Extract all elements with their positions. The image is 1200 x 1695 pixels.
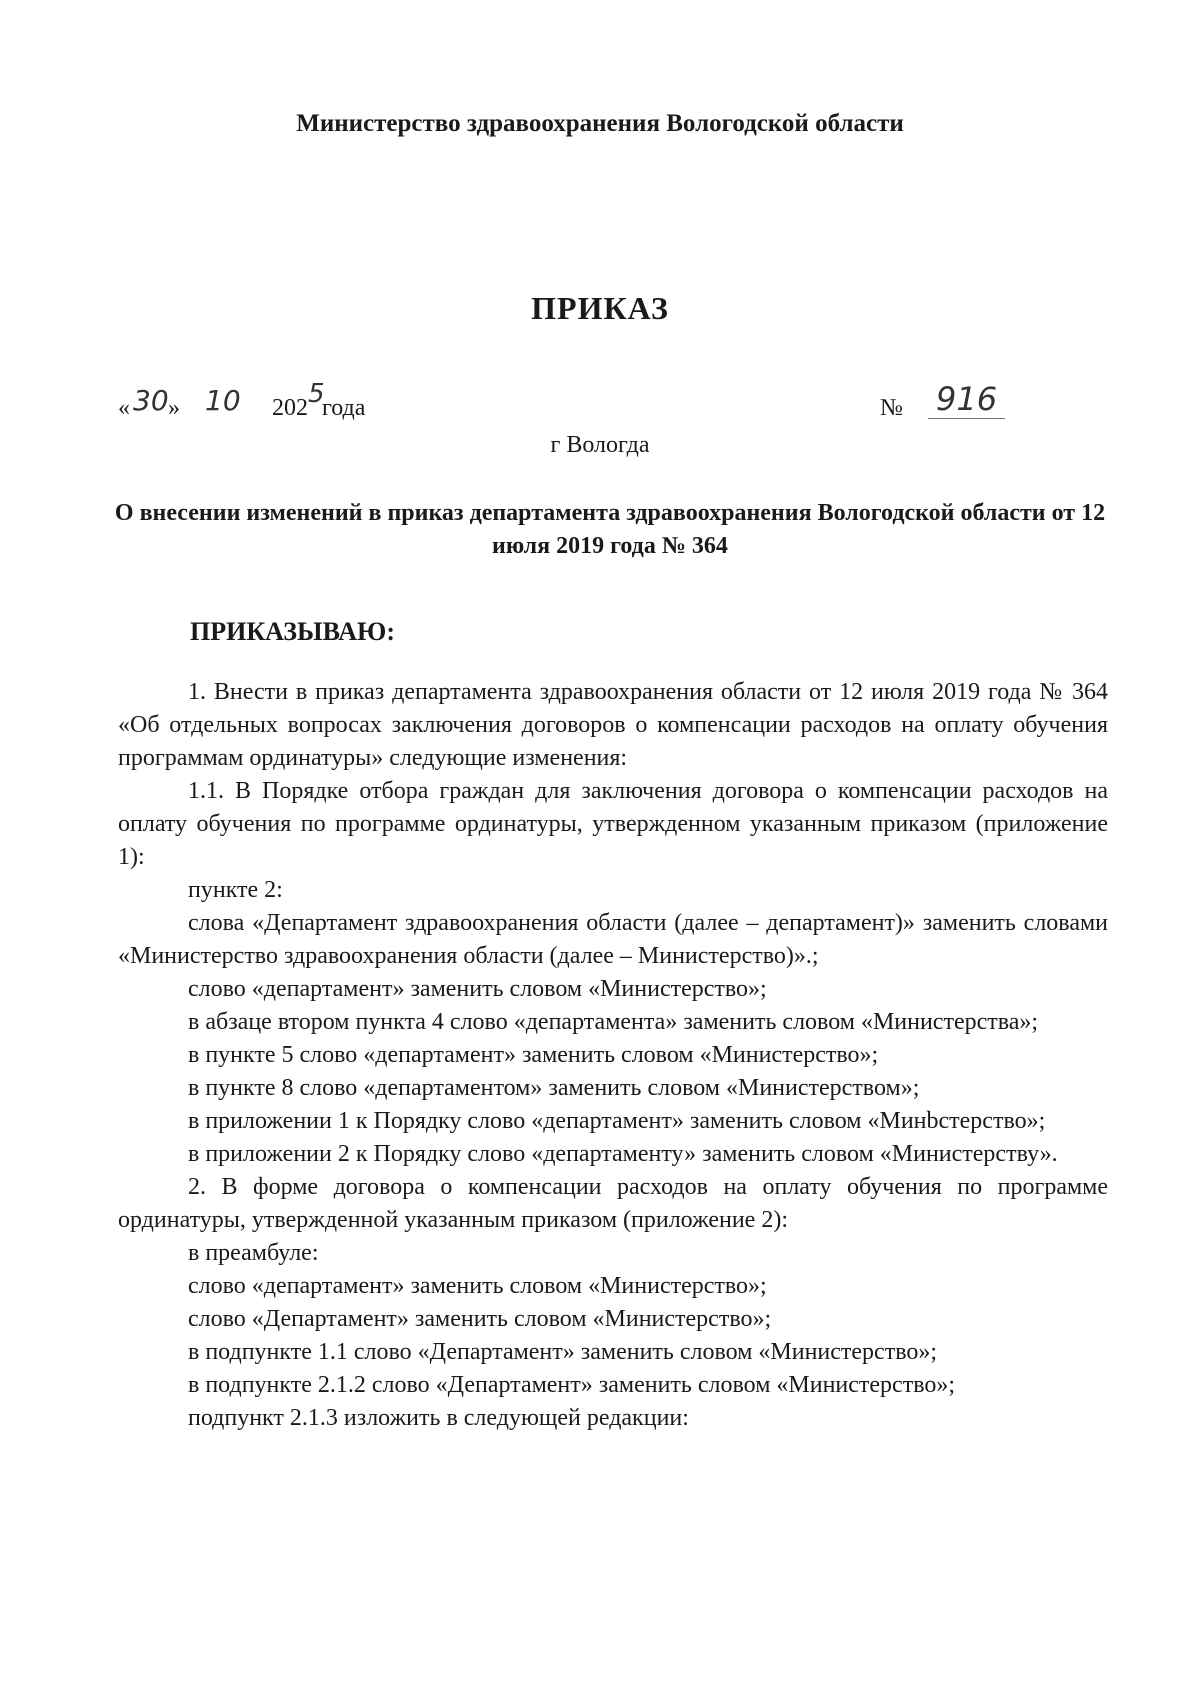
paragraph: 1.1. В Порядке отбора граждан для заключения договора о компенсации расходов на оплату обучения по программе ординатуры, утвержденном указанным приказом (приложение 1): xyxy=(118,778,1108,870)
paragraph: 2. В форме договора о компенсации расходов на оплату обучения по программе ординатуры, утвержденной указанным приказом (приложение 2): xyxy=(118,1174,1108,1233)
date-quote-close: » xyxy=(168,395,180,421)
document-number: 916 xyxy=(928,380,1005,419)
paragraph: в абзаце втором пункта 4 слово «департамента» заменить словом «Министерства»; xyxy=(188,1009,1039,1035)
paragraph: подпункт 2.1.3 изложить в следующей редакции: xyxy=(188,1405,689,1431)
city: г Вологда xyxy=(550,432,650,458)
date-year-word: года xyxy=(322,395,366,421)
paragraph: в подпункте 2.1.2 слово «Департамент» заменить словом «Министерство»; xyxy=(188,1372,956,1398)
date-month: 10 xyxy=(205,384,241,417)
paragraph: в пункте 8 слово «департаментом» заменить словом «Министерством»; xyxy=(188,1075,920,1101)
decree-word: ПРИКАЗЫВАЮ: xyxy=(190,617,395,646)
ministry-name: Министерство здравоохранения Вологодской области xyxy=(296,110,904,137)
paragraph: слова «Департамент здравоохранения области (далее – департамент)» заменить словами «Министерство здравоохранения области (далее – Министерство)».; xyxy=(118,910,1108,969)
date-quote-open: « xyxy=(118,395,130,421)
document-subject: О внесении изменений в приказ департамента здравоохранения Вологодской области от 12 июля 2019 года № 364 xyxy=(114,500,1106,559)
date-year-prefix: 202 xyxy=(272,395,308,421)
date-day: 30 xyxy=(133,384,169,417)
date-year-suffix: 5 xyxy=(308,379,325,409)
paragraph: в приложении 2 к Порядку слово «департаменту» заменить словом «Министерству». xyxy=(188,1141,1058,1167)
paragraph: слово «Департамент» заменить словом «Министерство»; xyxy=(188,1306,772,1332)
paragraph: 1. Внести в приказ департамента здравоохранения области от 12 июля 2019 года № 364 «Об отдельных вопросах заключения договоров о компенсации расходов на оплату обучения программам ординатуры» следующие изменения: xyxy=(118,679,1108,771)
paragraph: слово «департамент» заменить словом «Министерство»; xyxy=(188,1273,767,1299)
number-sign: № xyxy=(880,395,903,421)
paragraph: в приложении 1 к Порядку слово «департамент» заменить словом «Минbстерство»; xyxy=(188,1108,1046,1134)
document-body xyxy=(118,676,1108,1435)
paragraph: в пункте 5 слово «департамент» заменить словом «Министерство»; xyxy=(188,1042,879,1068)
paragraph: пункте 2: xyxy=(188,877,283,903)
document-title: ПРИКАЗ xyxy=(531,290,669,326)
paragraph: в преамбуле: xyxy=(188,1240,319,1266)
paragraph: в подпункте 1.1 слово «Департамент» заменить словом «Министерство»; xyxy=(188,1339,938,1365)
paragraph: слово «департамент» заменить словом «Министерство»; xyxy=(188,976,767,1002)
